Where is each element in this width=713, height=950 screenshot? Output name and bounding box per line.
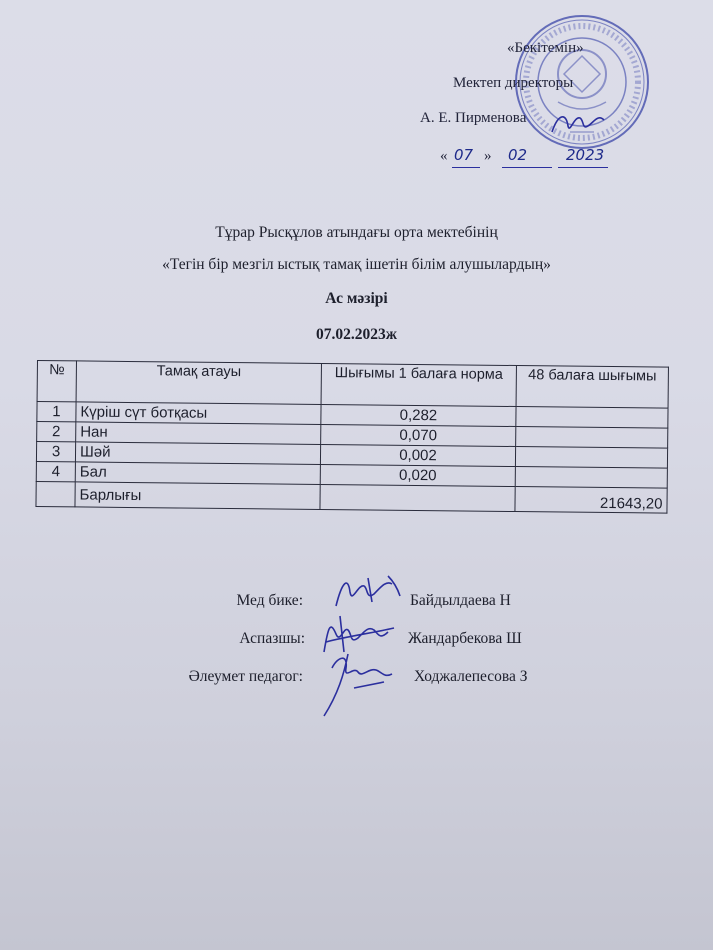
social-pedagogue-signature <box>318 648 398 720</box>
row-dish-name: Нан <box>76 422 321 445</box>
menu-table <box>35 360 669 514</box>
row-dish-name: Күріш сүт ботқасы <box>76 402 321 425</box>
date-year: 2023 <box>566 146 605 164</box>
date-close-quote: » <box>484 148 492 164</box>
row-total <box>516 407 668 429</box>
approval-date <box>440 148 620 170</box>
signature-role-social-pedagogue: Әлеумет педагог: <box>188 668 303 685</box>
table-header-row <box>37 361 668 409</box>
signature-role-nurse: Мед бике: <box>236 592 303 609</box>
row-total <box>515 447 667 469</box>
approval-heading: «Бекітемін» <box>507 40 584 56</box>
date-month-underline <box>502 167 552 168</box>
program-name: «Тегін бір мезгіл ыстық тамақ ішетін білім алушылардың» <box>162 256 551 273</box>
row-dish-name: Шәй <box>75 442 320 465</box>
row-norm: 0,020 <box>320 464 515 486</box>
row-number: 1 <box>37 402 76 422</box>
total-norm <box>320 484 515 511</box>
col-total-48: 48 балаға шығымы <box>516 366 668 409</box>
page-title: Ас мәзірі <box>325 290 388 307</box>
row-number: 4 <box>36 461 75 481</box>
nurse-signature <box>328 572 404 612</box>
row-norm: 0,282 <box>321 404 516 426</box>
signature-name-social-pedagogue: Ходжалепесова З <box>414 668 528 685</box>
col-dish-name: Тамақ атауы <box>76 361 321 405</box>
menu-date: 07.02.2023ж <box>316 326 397 343</box>
row-norm: 0,070 <box>321 424 516 446</box>
col-number: № <box>37 361 76 402</box>
date-day: 07 <box>454 146 474 164</box>
date-day-underline <box>452 167 480 168</box>
school-name: Тұрар Рысқұлов атындағы орта мектебінің <box>215 224 498 241</box>
approval-position: Мектеп директоры <box>453 75 574 91</box>
row-number: 2 <box>37 422 76 442</box>
date-year-underline <box>558 167 608 168</box>
total-value: 21643,20 <box>515 487 667 514</box>
table-total-row <box>36 481 667 513</box>
total-label: Барлығы <box>75 482 320 510</box>
total-row-number <box>36 481 75 506</box>
col-norm-per-child: Шығымы 1 балаға норма <box>321 363 516 406</box>
signature-role-cook: Аспазшы: <box>239 630 305 647</box>
row-norm: 0,002 <box>320 444 515 466</box>
signature-name-cook: Жандарбекова Ш <box>408 630 522 647</box>
row-total <box>515 467 667 489</box>
row-total <box>516 427 668 449</box>
signature-name-nurse: Байдылдаева Н <box>410 592 511 609</box>
row-number: 3 <box>36 442 75 462</box>
director-signature <box>548 108 608 138</box>
date-open-quote: « <box>440 148 448 164</box>
row-dish-name: Бал <box>75 462 320 485</box>
approval-name: А. Е. Пирменова <box>420 110 527 126</box>
date-month: 02 <box>508 146 528 164</box>
